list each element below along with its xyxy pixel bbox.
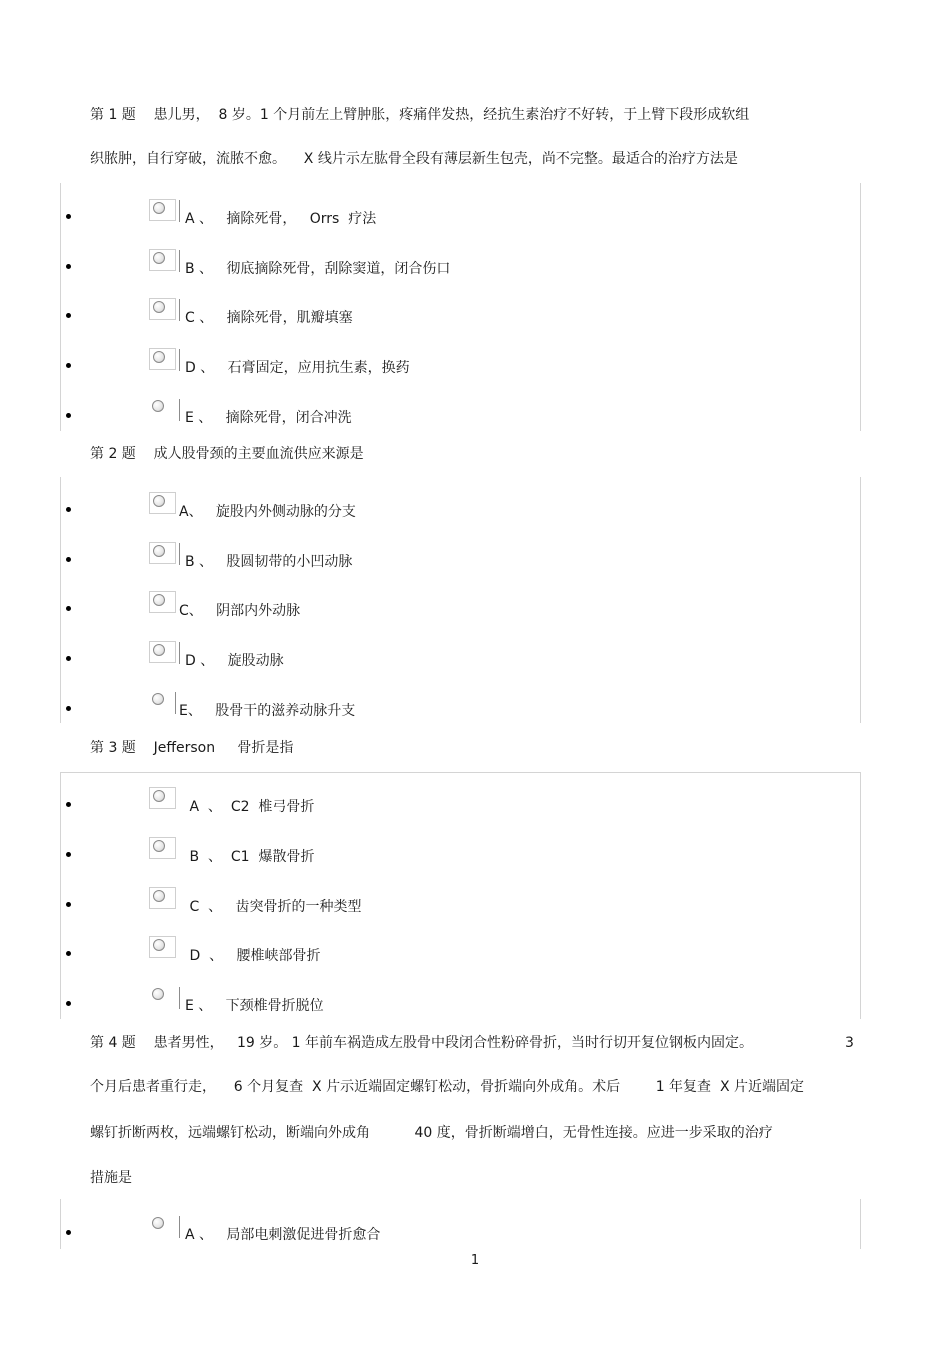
radio-button-icon[interactable]	[149, 837, 176, 859]
question-1-line-1: 第 1 题 患儿男， 8 岁。1 个月前左上臂肿胀，疼痛伴发热，经抗生素治疗不好转，于上臂下段形成软组	[90, 107, 750, 123]
question-1-options	[60, 183, 861, 431]
bullet-icon	[66, 606, 71, 611]
question-4-line-4: 措施是	[90, 1170, 132, 1186]
bullet-icon	[66, 1001, 71, 1006]
option-row[interactable]	[61, 682, 860, 718]
bullet-icon	[66, 656, 71, 661]
divider	[179, 1216, 180, 1238]
radio-button-icon[interactable]	[149, 492, 176, 514]
divider	[179, 200, 180, 222]
bullet-icon	[66, 802, 71, 807]
option-label: A 、 局部电刺激促进骨折愈合	[185, 1227, 381, 1243]
question-2-options	[60, 477, 861, 723]
radio-button-icon[interactable]	[149, 1215, 176, 1237]
radio-button-icon[interactable]	[149, 641, 176, 663]
option-label: E 、 下颈椎骨折脱位	[185, 998, 324, 1014]
bullet-icon	[66, 902, 71, 907]
option-label: B 、 股圆韧带的小凹动脉	[185, 554, 353, 570]
option-row[interactable]	[61, 878, 860, 914]
radio-button-icon[interactable]	[149, 691, 176, 713]
radio-button-icon[interactable]	[149, 986, 176, 1008]
radio-button-icon[interactable]	[149, 249, 176, 271]
option-label: B 、 C1 爆散骨折	[185, 849, 315, 865]
bullet-icon	[66, 951, 71, 956]
radio-button-icon[interactable]	[149, 398, 176, 420]
question-3-line-1: 第 3 题 Jefferson 骨折是指	[90, 740, 294, 756]
option-row[interactable]	[61, 977, 860, 1013]
option-label: C、 阴部内外动脉	[179, 603, 301, 619]
divider	[179, 299, 180, 321]
divider	[179, 399, 180, 421]
option-row[interactable]	[61, 339, 860, 375]
question-1-line-2: 织脓肿，自行穿破，流脓不愈。 X 线片示左肱骨全段有薄层新生包壳，尚不完整。最适合的治疗方法是	[90, 151, 738, 167]
bullet-icon	[66, 852, 71, 857]
radio-button-icon[interactable]	[149, 887, 176, 909]
option-label: C 、 齿突骨折的一种类型	[185, 899, 362, 915]
option-label: E 、 摘除死骨，闭合冲洗	[185, 410, 352, 426]
option-label: A、 旋股内外侧动脉的分支	[179, 504, 356, 520]
radio-button-icon[interactable]	[149, 298, 176, 320]
radio-button-icon[interactable]	[149, 787, 176, 809]
question-4-line-1-tail: 3	[845, 1035, 854, 1051]
option-row[interactable]	[61, 240, 860, 276]
option-row[interactable]	[61, 828, 860, 864]
option-row[interactable]	[61, 1206, 860, 1242]
option-row[interactable]	[61, 289, 860, 325]
question-2-line-1: 第 2 题 成人股骨颈的主要血流供应来源是	[90, 446, 364, 462]
bullet-icon	[66, 214, 71, 219]
radio-button-icon[interactable]	[149, 199, 176, 221]
option-label: B 、 彻底摘除死骨，刮除窦道，闭合伤口	[185, 261, 451, 277]
page-number: 1	[470, 1253, 480, 1268]
divider	[179, 349, 180, 371]
option-row[interactable]	[61, 778, 860, 814]
option-row[interactable]	[61, 582, 860, 618]
radio-button-icon[interactable]	[149, 591, 176, 613]
option-row[interactable]	[61, 927, 860, 963]
divider	[179, 987, 180, 1009]
option-label: D 、 腰椎峡部骨折	[185, 948, 321, 964]
option-label: D 、 石膏固定，应用抗生素，换药	[185, 360, 410, 376]
bullet-icon	[66, 557, 71, 562]
divider	[179, 642, 180, 664]
radio-button-icon[interactable]	[149, 936, 176, 958]
question-4-line-1: 第 4 题 患者男性， 19 岁。 1 年前车祸造成左股骨中段闭合性粉碎骨折，当时行切开复位钢板内固定。	[90, 1035, 754, 1051]
option-row[interactable]	[61, 389, 860, 425]
radio-button-icon[interactable]	[149, 348, 176, 370]
radio-button-icon[interactable]	[149, 542, 176, 564]
option-label: A 、 摘除死骨， Orrs 疗法	[185, 211, 377, 227]
option-row[interactable]	[61, 632, 860, 668]
question-3-options	[60, 772, 861, 1019]
option-row[interactable]	[61, 533, 860, 569]
option-label: E、 股骨干的滋养动脉升支	[179, 703, 356, 719]
question-4-line-2: 个月后患者重行走， 6 个月复查 X 片示近端固定螺钉松动，骨折端向外成角。术后 1 年复查 X 片近端固定	[90, 1079, 804, 1095]
question-4-line-3: 螺钉折断两枚，远端螺钉松动，断端向外成角 40 度，骨折断端增白，无骨性连接。应进一步采取的治疗	[90, 1125, 773, 1141]
divider	[175, 692, 176, 714]
option-label: C 、 摘除死骨，肌瓣填塞	[185, 310, 353, 326]
bullet-icon	[66, 1230, 71, 1235]
option-label: D 、 旋股动脉	[185, 653, 284, 669]
bullet-icon	[66, 507, 71, 512]
bullet-icon	[66, 264, 71, 269]
option-row[interactable]	[61, 190, 860, 226]
question-4-options	[60, 1199, 861, 1249]
option-row[interactable]	[61, 483, 860, 519]
bullet-icon	[66, 706, 71, 711]
bullet-icon	[66, 413, 71, 418]
bullet-icon	[66, 363, 71, 368]
option-label: A 、 C2 椎弓骨折	[185, 799, 315, 815]
bullet-icon	[66, 313, 71, 318]
divider	[179, 250, 180, 272]
divider	[179, 543, 180, 565]
